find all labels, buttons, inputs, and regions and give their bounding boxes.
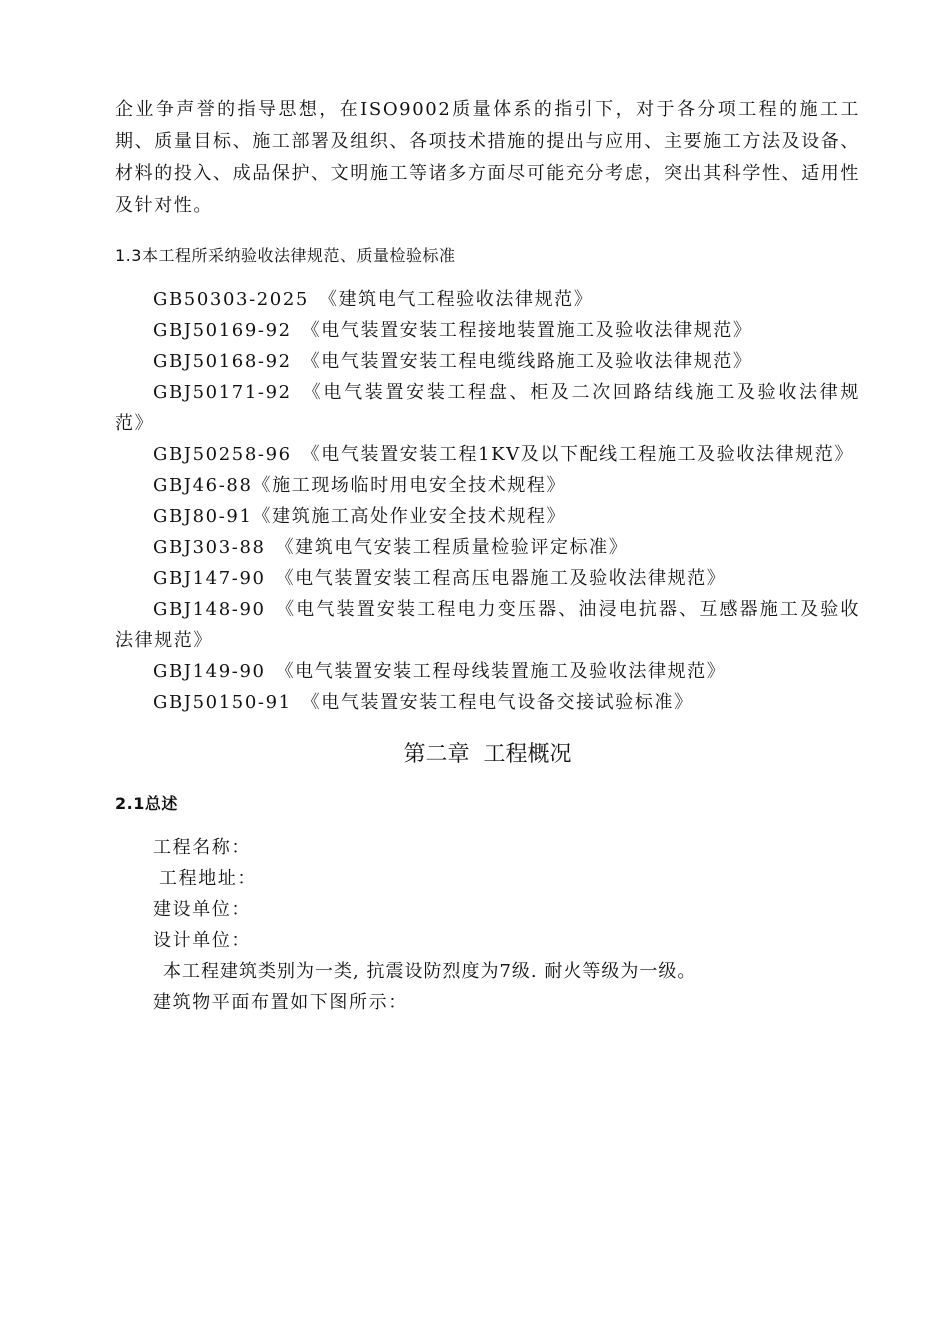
standard-item [115,377,860,439]
standard-code: GB50303-2025 [153,289,309,310]
project-address-label: 工程地址： [159,868,257,889]
standard-title: 《建筑电气安装工程质量检验评定标准》 [275,537,629,558]
standard-item [115,284,860,315]
standard-title: 《电气装置安装工程电力变压器、油浸电抗器、互感器施工及验收法律规范》 [115,599,860,651]
standard-code: GBJ50171-92 [153,382,292,403]
section-1-3-heading: 1.3本工程所采纳验收法律规范、质量检验标准 [115,246,456,265]
layout-note: 建筑物平面布置如下图所示： [153,992,408,1013]
project-info-list [115,832,860,1018]
standard-code: GBJ50258-96 [153,444,292,465]
standard-item [115,687,860,718]
standard-title: 《电气装置安装工程电缆线路施工及验收法律规范》 [301,351,753,372]
standard-code: GBJ303-88 [153,537,266,558]
standards-list [115,284,860,718]
standard-code: GBJ148-90 [153,599,266,620]
standard-item [115,563,860,594]
building-class-note: 本工程建筑类别为一类, 抗震设防烈度为7级. 耐火等级为一级。 [163,961,697,982]
construction-unit-label: 建设单位： [153,899,251,920]
standard-title: 《建筑施工高处作业安全技术规程》 [252,506,567,527]
standard-item [115,346,860,377]
section-2-1-heading: 2.1总述 [115,794,178,813]
standard-code: GBJ46-88 [153,475,253,496]
standard-title: 《施工现场临时用电安全技术规程》 [252,475,567,496]
standard-code: GBJ50168-92 [153,351,292,372]
standard-item [115,656,860,687]
design-unit-label: 设计单位： [153,930,251,951]
standard-item [115,501,860,532]
standard-code: GBJ80-91 [153,506,253,527]
standard-title: 《电气装置安装工程接地装置施工及验收法律规范》 [301,320,753,341]
standard-item [115,315,860,346]
standard-title: 《建筑电气工程验收法律规范》 [318,289,594,310]
page-content [115,94,860,1018]
standard-code: GBJ50169-92 [153,320,292,341]
standard-title: 《电气装置安装工程1KV及以下配线工程施工及验收法律规范》 [301,444,854,465]
standard-title: 《电气装置安装工程盘、柜及二次回路结线施工及验收法律规范》 [115,382,860,434]
standard-title: 《电气装置安装工程电气设备交接试验标准》 [301,692,694,713]
standard-item [115,532,860,563]
intro-paragraph: 企业争声誉的指导思想，在ISO9002质量体系的指引下，对于各分项工程的施工工期、质量目标、施工部署及组织、各项技术措施的提出与应用、主要施工方法及设备、材料的投入、成品保护、文明施工等诸多方面尽可能充分考虑，突出其科学性、适用性及针对性。 [115,99,860,216]
standard-title: 《电气装置安装工程高压电器施工及验收法律规范》 [275,568,727,589]
chapter-name: 工程概况 [483,742,572,767]
standard-code: GBJ147-90 [153,568,266,589]
chapter-title [115,740,860,770]
standard-code: GBJ50150-91 [153,692,292,713]
standard-item [115,594,860,656]
standard-item [115,470,860,501]
standard-item [115,439,860,470]
chapter-number: 第二章 [403,742,470,767]
project-name-label: 工程名称： [153,837,251,858]
standard-code: GBJ149-90 [153,661,266,682]
standard-title: 《电气装置安装工程母线装置施工及验收法律规范》 [275,661,727,682]
